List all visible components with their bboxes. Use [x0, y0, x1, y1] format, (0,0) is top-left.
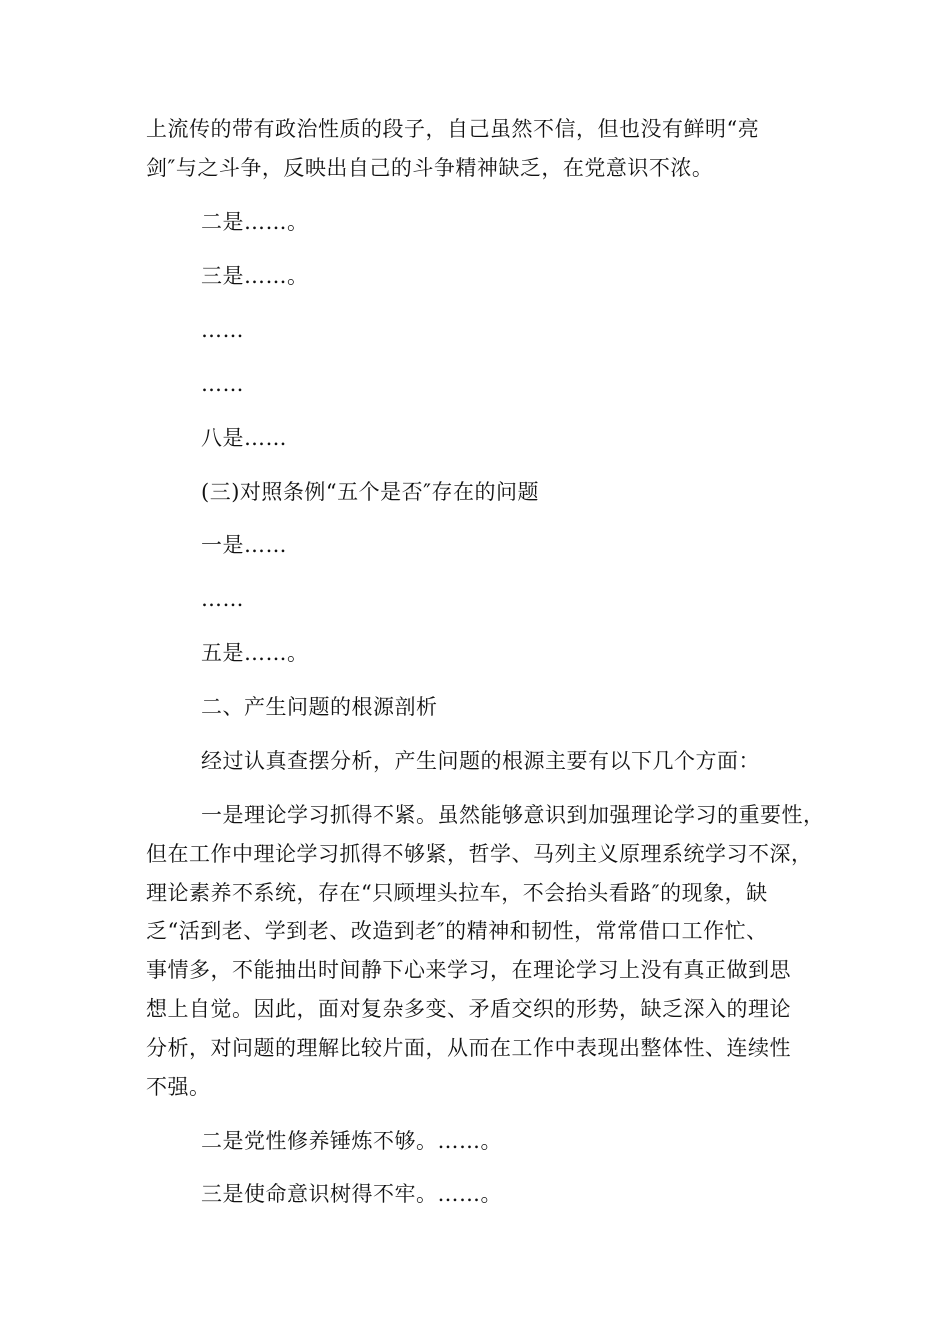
analysis-paragraph-line-2: 但在工作中理论学习抓得不够紧，哲学、马列主义原理系统学习不深， [146, 842, 813, 866]
ellipsis-line: …… [201, 587, 244, 611]
analysis-paragraph-line-1: 一是理论学习抓得不紧。虽然能够意识到加强理论学习的重要性， [201, 803, 825, 827]
item-three: 三是……。 [201, 264, 309, 288]
section-heading-three: (三)对照条例“五个是否″存在的问题 [201, 480, 539, 504]
analysis-paragraph-line-5: 事情多，不能抽出时间静下心来学习，在理论学习上没有真正做到思 [146, 958, 791, 982]
analysis-paragraph-line-6: 想上自觉。因此，面对复杂多变、矛盾交织的形势，缺乏深入的理论 [146, 997, 791, 1021]
intro-paragraph: 经过认真查摆分析，产生问题的根源主要有以下几个方面： [201, 749, 760, 773]
ellipsis-line: …… [201, 372, 244, 396]
item-two: 二是……。 [201, 210, 309, 234]
paragraph-continuation-line-2: 剑″与之斗争，反映出自己的斗争精神缺乏，在党意识不浓。 [146, 156, 714, 180]
item-three-mission: 三是使命意识树得不牢。……。 [201, 1182, 502, 1206]
analysis-paragraph-line-4: 乏“活到老、学到老、改造到老″的精神和韧性，常常借口工作忙、 [146, 919, 768, 943]
item-two-party-spirit: 二是党性修养锤炼不够。……。 [201, 1129, 502, 1153]
analysis-paragraph-line-8: 不强。 [146, 1075, 211, 1099]
item-eight: 八是…… [201, 426, 287, 450]
item-one: 一是…… [201, 533, 287, 557]
paragraph-continuation-line-1: 上流传的带有政治性质的段子，自己虽然不信，但也没有鲜明“亮 [146, 117, 760, 141]
analysis-paragraph-line-7: 分析，对问题的理解比较片面，从而在工作中表现出整体性、连续性 [146, 1036, 791, 1060]
ellipsis-line: …… [201, 318, 244, 342]
analysis-paragraph-line-3: 理论素养不系统，存在“只顾埋头拉车，不会抬头看路″的现象，缺 [146, 881, 768, 905]
section-heading-root-cause: 二、产生问题的根源剖析 [201, 695, 438, 719]
item-five: 五是……。 [201, 641, 309, 665]
